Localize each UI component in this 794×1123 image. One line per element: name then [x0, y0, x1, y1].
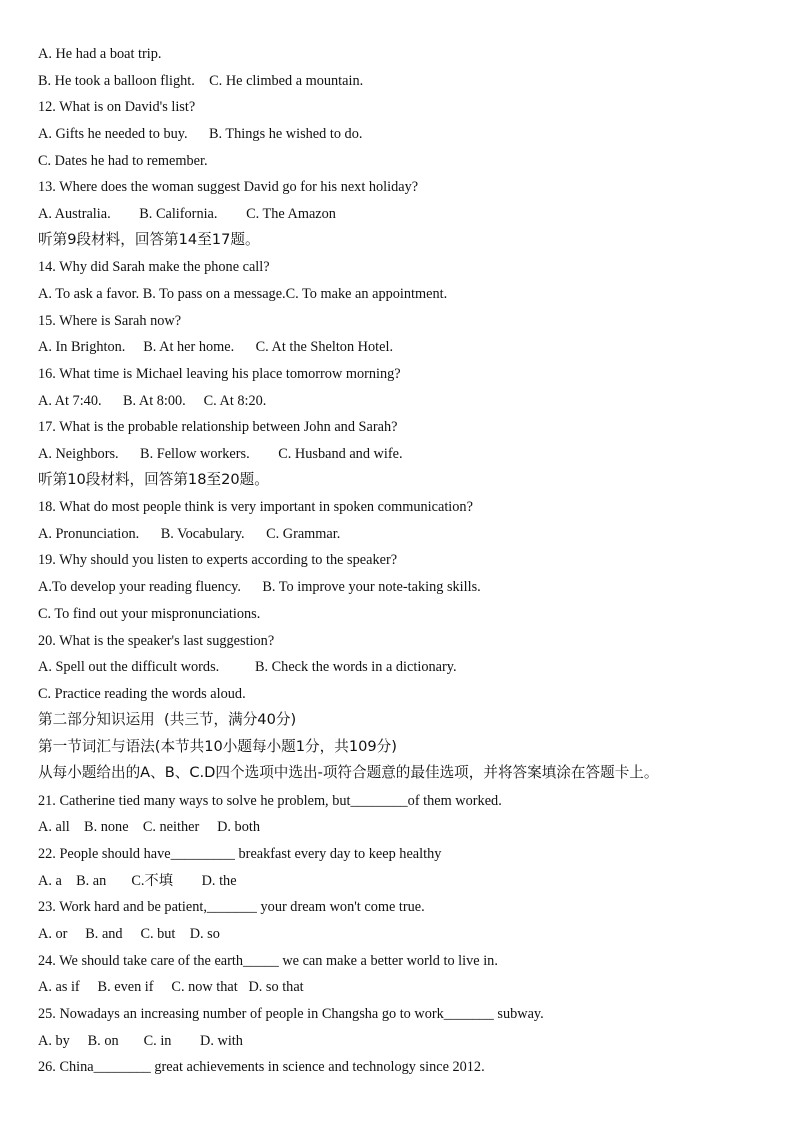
question-24: 24. We should take care of the earth_____ we can make a better world to live in. — [38, 953, 498, 969]
section-instruction-9: 听第9段材料，回答第14至17题。 — [38, 231, 260, 248]
q22-options: A. a B. an C.不填 D. the — [38, 873, 237, 889]
q20-option-c: C. Practice reading the words aloud. — [38, 686, 246, 702]
part-two-instructions: 从每小题给出的A、B、C.D四个选项中选出-项符合题意的最佳选项，并将答案填涂在答题卡上。 — [38, 764, 659, 781]
question-25: 25. Nowadays an increasing number of people in Changsha go to work_______ subway. — [38, 1006, 544, 1022]
q20-options-ab: A. Spell out the difficult words. B. Check the words in a dictionary. — [38, 659, 457, 675]
question-21: 21. Catherine tied many ways to solve he problem, but________of them worked. — [38, 793, 502, 809]
q15-options: A. In Brighton. B. At her home. C. At the Shelton Hotel. — [38, 339, 394, 355]
question-26: 26. China________ great achievements in science and technology since 2012. — [38, 1059, 485, 1075]
q16-options: A. At 7:40. B. At 8:00. C. At 8:20. — [38, 393, 267, 409]
q25-options: A. by B. on C. in D. with — [38, 1033, 243, 1049]
question-14: 14. Why did Sarah make the phone call? — [38, 259, 270, 275]
q17-options: A. Neighbors. B. Fellow workers. C. Husband and wife. — [38, 446, 403, 462]
question-12: 12. What is on David's list? — [38, 99, 196, 115]
q12-options-ab: A. Gifts he needed to buy. B. Things he wished to do. — [38, 126, 363, 142]
q11-option-a: A. He had a boat trip. — [38, 46, 162, 62]
question-22: 22. People should have_________ breakfast every day to keep healthy — [38, 846, 442, 862]
q23-options: A. or B. and C. but D. so — [38, 926, 220, 942]
question-13: 13. Where does the woman suggest David go for his next holiday? — [38, 179, 419, 195]
question-15: 15. Where is Sarah now? — [38, 313, 182, 329]
q19-options-ab: A.To develop your reading fluency. B. To improve your note-taking skills. — [38, 579, 481, 595]
q24-options: A. as if B. even if C. now that D. so that — [38, 979, 304, 995]
q14-options: A. To ask a favor. B. To pass on a message.C. To make an appointment. — [38, 286, 448, 302]
q21-options: A. all B. none C. neither D. both — [38, 819, 260, 835]
question-19: 19. Why should you listen to experts according to the speaker? — [38, 552, 398, 568]
question-16: 16. What time is Michael leaving his place tomorrow morning? — [38, 366, 401, 382]
part-two-heading: 第二部分知识运用 (共三节，满分40分) — [38, 711, 297, 728]
section-instruction-10: 听第10段材料，回答第18至20题。 — [38, 471, 269, 488]
q12-option-c: C. Dates he had to remember. — [38, 153, 208, 169]
q11-options-bc: B. He took a balloon flight. C. He climbed a mountain. — [38, 73, 364, 89]
question-20: 20. What is the speaker's last suggestion? — [38, 633, 275, 649]
section-one-heading: 第一节词汇与语法(本节共10小题每小题1分，共109分) — [38, 738, 397, 755]
q19-option-c: C. To find out your mispronunciations. — [38, 606, 261, 622]
question-17: 17. What is the probable relationship between John and Sarah? — [38, 419, 398, 435]
q18-options: A. Pronunciation. B. Vocabulary. C. Grammar. — [38, 526, 341, 542]
question-18: 18. What do most people think is very important in spoken communication? — [38, 499, 473, 515]
q13-options: A. Australia. B. California. C. The Amazon — [38, 206, 336, 222]
question-23: 23. Work hard and be patient,_______ your dream won't come true. — [38, 899, 425, 915]
